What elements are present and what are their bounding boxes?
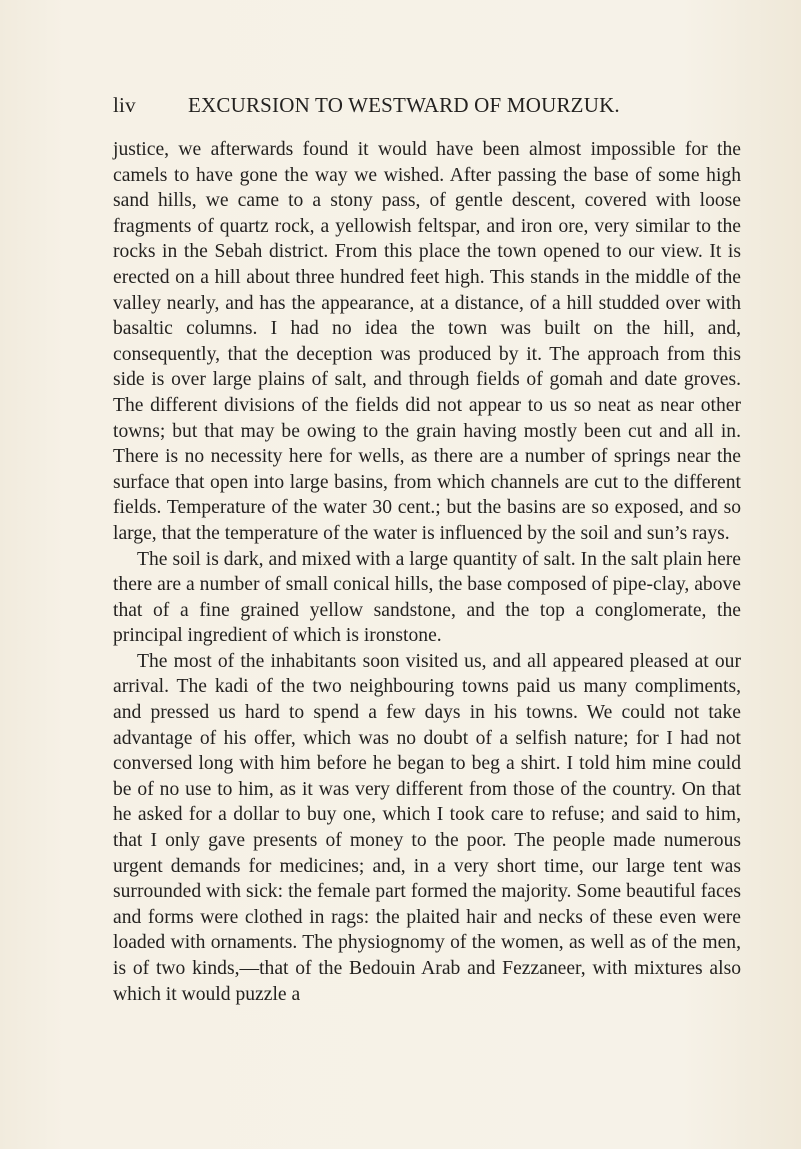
paragraph-3: The most of the inhabitants soon visited us, and all appeared pleased at our arrival. The kadi of the two neighbouring towns paid us many compliments, and pressed us hard to spend a few days in his towns. We could not take advantage of his offer, which was no doubt of a selfish nature; for I had not conversed long with him before he began to beg a shirt. I told him mine could be of no use to him, as it was very different from those of the country. On that he asked for a dollar to buy one, which I took care to refuse; and said to him, that I only gave presents of money to the poor. The people made numerous urgent demands for medicines; and, in a very short time, our large tent was surrounded with sick: the female part formed the majority. Some beautiful faces and forms were clothed in rags: the plaited hair and necks of these even were loaded with ornaments. The physiognomy of the women, as well as of the men, is of two kinds,—that of the Bedouin Arab and Fezzaneer, with mixtures also which it would puzzle a	[113, 650, 741, 1005]
paragraph-2: The soil is dark, and mixed with a large quantity of salt. In the salt plain here there are a number of small conical hills, the base composed of pipe-clay, above that of a fine grained yellow sandstone, and the top a conglomerate, the principal ingredient of which is ironstone.	[113, 548, 741, 647]
body-text	[113, 137, 741, 1007]
running-title: EXCURSION TO WESTWARD OF MOURZUK.	[188, 93, 620, 117]
page-number: liv	[113, 93, 136, 117]
page-header	[113, 93, 733, 127]
paragraph-1: justice, we afterwards found it would have been almost impossible for the camels to have gone the way we wished. After passing the base of some high sand hills, we came to a stony pass, of gentle descent, covered with loose fragments of quartz rock, a yellowish feltspar, and iron ore, very similar to the rocks in the Sebah district. From this place the town opened to our view. It is erected on a hill about three hundred feet high. This stands in the middle of the valley nearly, and has the appearance, at a distance, of a hill studded over with basaltic columns. I had no idea the town was built on the hill, and, consequently, that the deception was produced by it. The approach from this side is over large plains of salt, and through fields of gomah and date groves. The different divisions of the fields did not appear to us so neat as near other towns; but that may be owing to the grain having mostly been cut and all in. There is no necessity here for wells, as there are a number of springs near the surface that open into large basins, from which channels are cut to the different fields. Temperature of the water 30 cent.; but the basins are so exposed, and so large, that the temperature of the water is influenced by the soil and sun’s rays.	[113, 139, 741, 544]
